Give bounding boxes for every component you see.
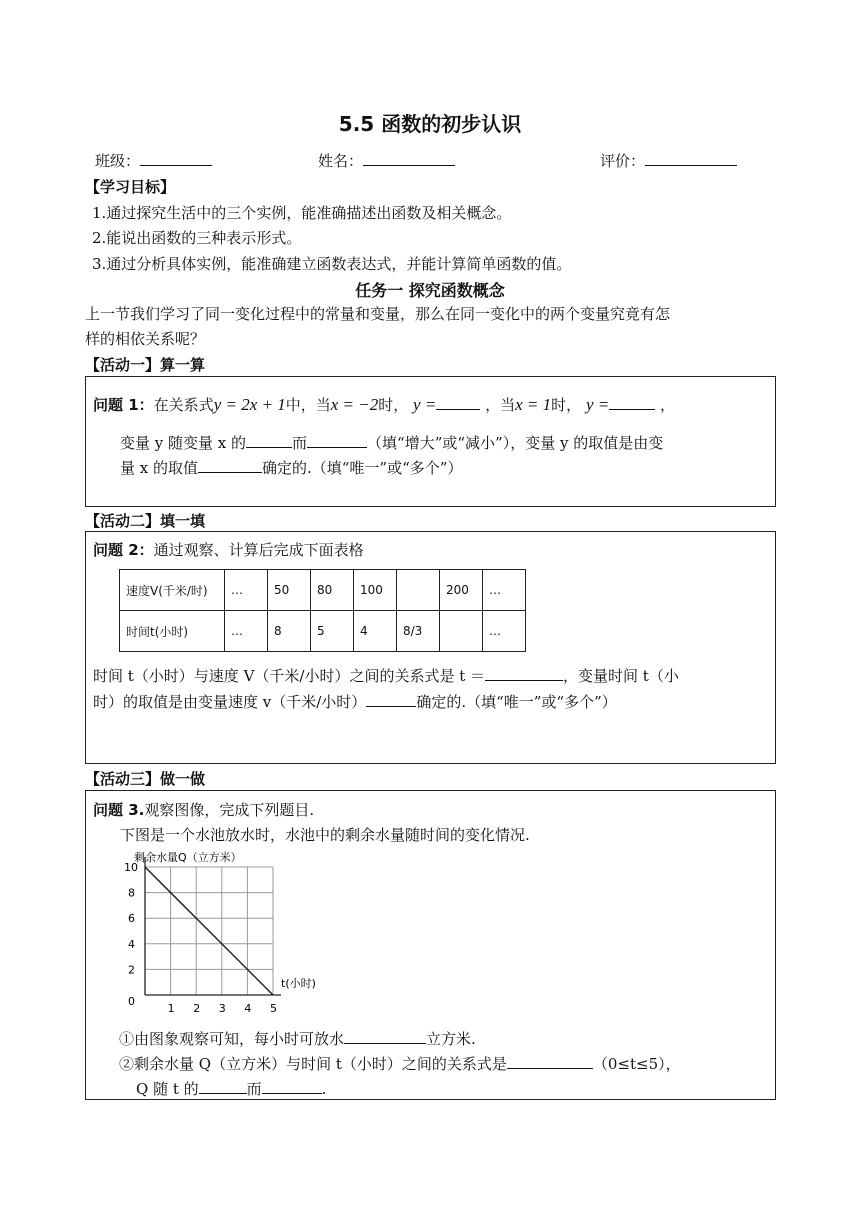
- question2-line: [93, 539, 364, 560]
- table-cell[interactable]: [440, 611, 483, 652]
- q3-text: 观察图像，完成下列题目.: [144, 801, 315, 819]
- y-tick-label: 6: [128, 912, 135, 926]
- table-cell[interactable]: [397, 570, 440, 611]
- x-tick-label: 2: [193, 1002, 201, 1015]
- q3-text: .: [321, 1080, 327, 1098]
- answer-blank-4[interactable]: [307, 433, 367, 448]
- table-cell: 速度V(千米/时): [120, 570, 225, 611]
- chart-ticks: [124, 861, 277, 1015]
- question3-line: [93, 799, 314, 820]
- q1-text: ，当: [485, 396, 516, 414]
- y-tick-label: 10: [124, 861, 138, 874]
- eval-label: 评价：: [600, 152, 646, 170]
- condition-1: x = −2: [330, 395, 379, 414]
- q1-text: 量 x 的取值: [120, 459, 198, 477]
- activity1-box: [85, 376, 776, 507]
- class-field: [95, 150, 212, 171]
- table-cell: 50: [268, 570, 311, 611]
- chart-axes: [145, 857, 281, 995]
- origin-label: 0: [128, 995, 135, 1008]
- x-tick-label: 3: [218, 1002, 226, 1015]
- activity3-heading: 【活动三】做一做: [85, 770, 206, 788]
- q3-text: ②剩余水量 Q（立方米）与时间 t（小时）之间的关系式是: [119, 1055, 507, 1073]
- q2-text: ，变量时间 t（小: [563, 667, 679, 685]
- table-cell: 4: [354, 611, 397, 652]
- answer-blank-1[interactable]: [436, 395, 480, 410]
- q1-text: 中，当: [285, 396, 331, 414]
- table-cell: 5: [311, 611, 354, 652]
- activity2-box: [85, 531, 776, 764]
- task-intro: 上一节我们学习了同一变化过程中的常量和变量，那么在同一变化中的两个变量究竟有怎: [85, 305, 671, 323]
- q1-text: （填“增大”或“减小”），变量 y 的取值是由变: [367, 434, 664, 452]
- table-cell: 200: [440, 570, 483, 611]
- task-intro: 样的相依关系呢？: [85, 330, 206, 348]
- q2-text: 通过观察、计算后完成下面表格: [153, 541, 364, 559]
- eval-field: [600, 150, 737, 171]
- subquestion-1: [119, 1028, 476, 1049]
- class-label: 班级：: [95, 152, 141, 170]
- q3-text: Q 随 t 的: [136, 1080, 199, 1098]
- activity2-heading: 【活动二】填一填: [85, 512, 206, 530]
- q1-text: 时，: [378, 396, 409, 414]
- q1-text: 变量 y 随变量 x 的: [120, 434, 247, 452]
- task-heading: 任务一 探究函数概念: [355, 281, 505, 300]
- q3-text: ①由图象观察可知，每小时可放水: [119, 1030, 345, 1048]
- goals-heading: 【学习目标】: [85, 178, 176, 196]
- question2-text1: [93, 665, 679, 686]
- table-cell: 时间t(小时): [120, 611, 225, 652]
- q2-text: 时）的取值是由变量速度 v（千米/小时）: [93, 693, 367, 711]
- goal-item: 1.通过探究生活中的三个实例，能准确描述出函数及相关概念。: [92, 204, 512, 222]
- eval-blank[interactable]: [645, 151, 737, 166]
- condition-2: x = 1: [515, 395, 552, 414]
- q2-text: 时间 t（小时）与速度 V（千米/小时）之间的关系式是 t ＝: [93, 667, 486, 685]
- q1-text: 而: [292, 434, 308, 452]
- q1-text: 时，: [551, 396, 582, 414]
- y-expr-2: y =: [585, 395, 610, 414]
- x-axis-label: t(小时): [281, 977, 316, 990]
- name-blank[interactable]: [363, 151, 455, 166]
- table-cell: 80: [311, 570, 354, 611]
- answer-blank-2[interactable]: [609, 395, 655, 410]
- question1-line2: [120, 432, 663, 453]
- subquestion-2: [119, 1053, 681, 1074]
- q1-text: 在关系式: [153, 396, 214, 414]
- question3-label: 问题 3.: [93, 801, 145, 819]
- q2-text: 确定的.（填“唯一”或“多个”）: [416, 693, 617, 711]
- table-row: [120, 570, 526, 611]
- question2-text2: [93, 691, 617, 712]
- answer-blank-7[interactable]: [366, 692, 416, 707]
- question1-label: 问题 1：: [93, 396, 154, 414]
- x-tick-label: 1: [167, 1002, 175, 1015]
- answer-blank-5[interactable]: [198, 458, 262, 473]
- table-cell: …: [483, 570, 526, 611]
- answer-blank-8[interactable]: [344, 1029, 426, 1044]
- y-tick-label: 2: [128, 963, 135, 977]
- formula: y = 2x + 1: [213, 395, 286, 414]
- answer-blank-11[interactable]: [262, 1079, 322, 1094]
- q1-text: 确定的.（填“唯一”或“多个”）: [262, 459, 463, 477]
- y-tick-label: 8: [128, 886, 135, 900]
- y-expr-1: y =: [413, 395, 437, 414]
- table-cell: 8/3: [397, 611, 440, 652]
- table-row: [120, 611, 526, 652]
- page-title: 5.5 函数的初步认识: [338, 112, 522, 136]
- x-tick-label: 5: [270, 1002, 277, 1015]
- series-line: [145, 867, 273, 995]
- answer-blank-3[interactable]: [246, 433, 292, 448]
- class-blank[interactable]: [140, 151, 212, 166]
- y-axis-label: 剩余水量Q（立方米）: [134, 851, 242, 864]
- subquestion-3: [136, 1078, 326, 1099]
- q3-text: 立方米.: [426, 1030, 476, 1048]
- water-chart: [101, 847, 331, 1037]
- y-tick-label: 4: [128, 937, 135, 951]
- x-tick-label: 4: [244, 1002, 252, 1015]
- table-cell: 100: [354, 570, 397, 611]
- question1-line3: [120, 457, 462, 478]
- answer-blank-6[interactable]: [485, 666, 563, 681]
- table-cell: 8: [268, 611, 311, 652]
- activity3-box: [85, 790, 776, 1100]
- name-label: 姓名：: [318, 152, 364, 170]
- speed-time-table: [119, 569, 526, 652]
- answer-blank-9[interactable]: [507, 1054, 593, 1069]
- goal-item: 2.能说出函数的三种表示形式。: [92, 229, 302, 247]
- q3-text: 而: [246, 1080, 262, 1098]
- activity1-heading: 【活动一】算一算: [85, 356, 206, 374]
- goal-item: 3.通过分析具体实例，能准确建立函数表达式，并能计算简单函数的值。: [92, 255, 572, 273]
- answer-blank-10[interactable]: [199, 1079, 247, 1094]
- q3-text: （0≤t≤5），: [592, 1055, 681, 1073]
- table-cell: …: [483, 611, 526, 652]
- name-field: [318, 150, 455, 171]
- question2-label: 问题 2：: [93, 541, 154, 559]
- question1-line1: 问题 1：在关系式y = 2x + 1中，当x = −2时， y = ，当x = 1时， y = ，: [93, 395, 676, 414]
- table-cell: …: [225, 570, 268, 611]
- table-cell: …: [225, 611, 268, 652]
- question3-desc: 下图是一个水池放水时，水池中的剩余水量随时间的变化情况.: [120, 826, 530, 844]
